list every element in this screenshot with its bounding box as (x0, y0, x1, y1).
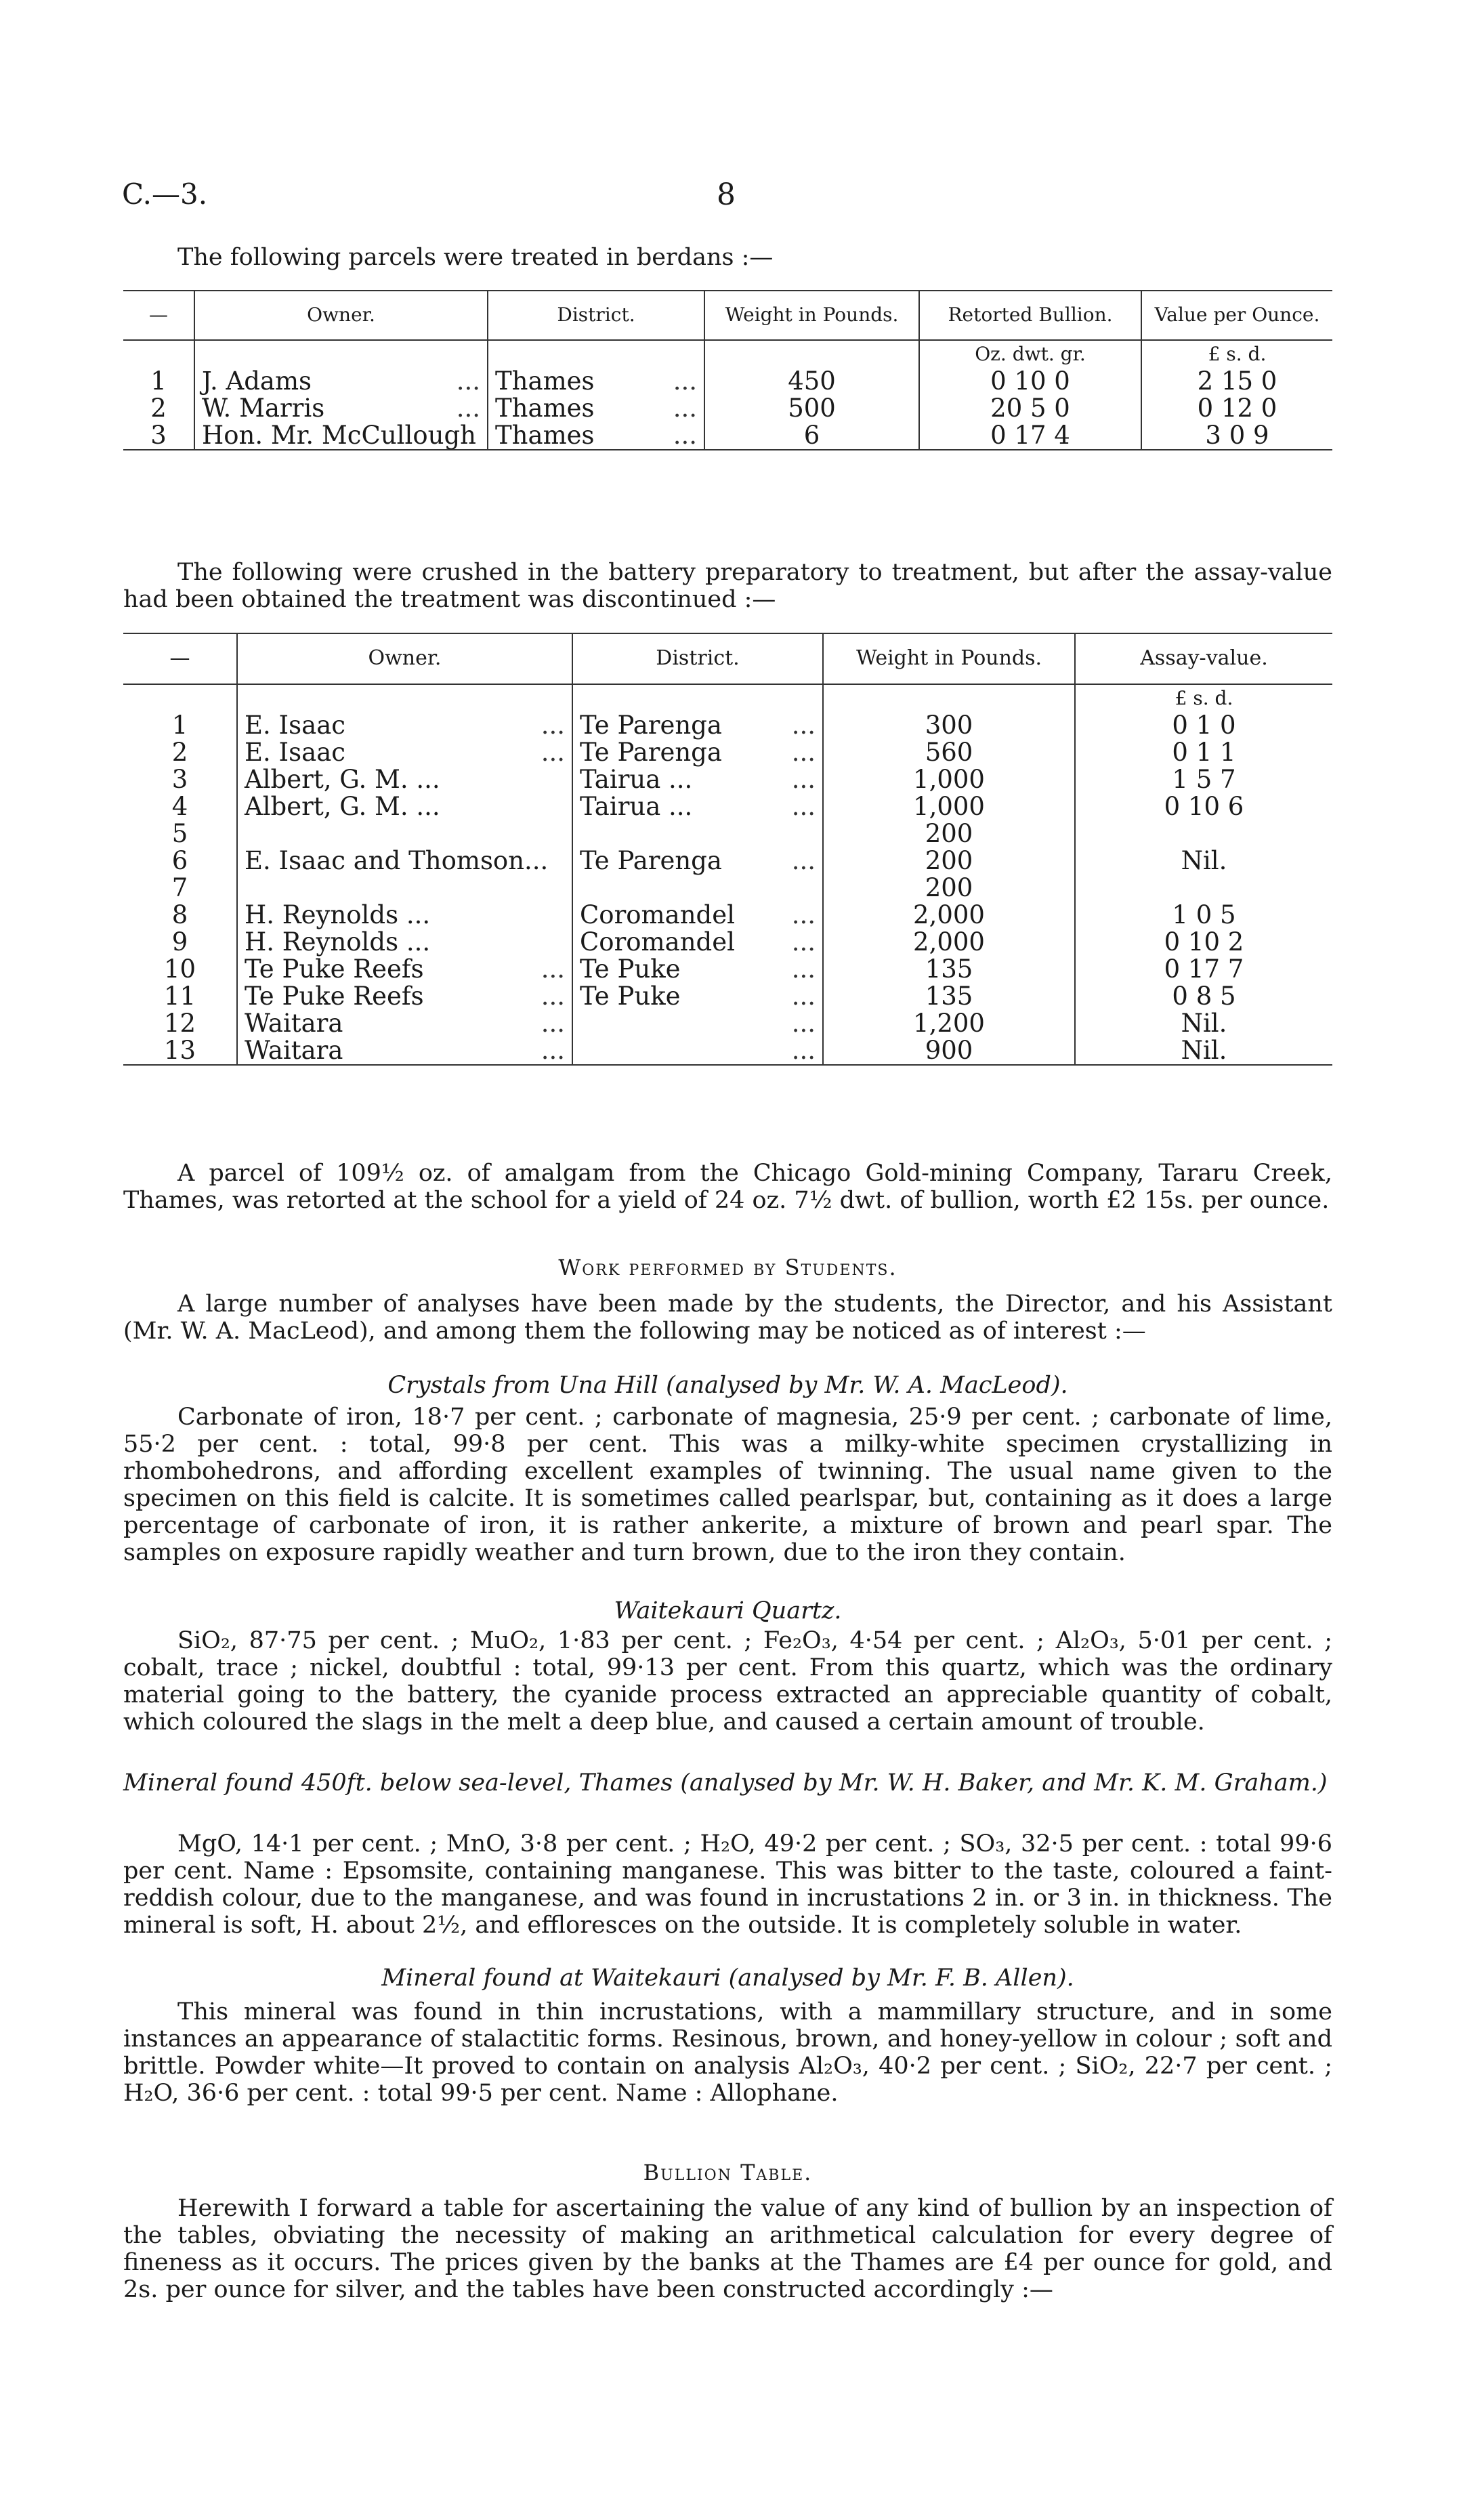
weight-cell: 300 (823, 712, 1075, 739)
assay-cell: Nil. (1075, 1010, 1332, 1037)
weight-cell: 200 (823, 847, 1075, 875)
assay-cell: 1 0 5 (1075, 902, 1332, 929)
owner-cell: Hon. Mr. McCullough (194, 422, 488, 450)
district-cell: Thames ... (488, 395, 704, 422)
owner-cell: J. Adams ... (194, 368, 488, 395)
row-number: 4 (171, 792, 188, 821)
weight-cell: 1,000 (823, 766, 1075, 793)
section-body: MgO, 14·1 per cent. ; MnO, 3·8 per cent. ; H₂O, 49·2 per cent. ; SO₃, 32·5 per cent. : total 99·6 per cent. Name : Epsomsite, containing manganese. This was bitter to the taste, coloured a faint-reddish colour, due to the manganese, and was found in incrustations 2 in. or 3 in. in thickness. The mineral is soft, H. about 2½, and effloresces on the outside. It is completely soluble in water. (123, 1830, 1332, 1939)
bullion-heading: Bullion Table. (643, 2160, 813, 2185)
column-header: Owner. (194, 291, 488, 340)
section-body: This mineral was found in thin incrustations, with a mammillary structure, and in some instances an appearance of stalactitic forms. Resinous, brown, and honey-yellow in colour ; soft and brittle. Powder white—It proved to contain on analysis Al₂O₃, 40·2 per cent. ; SiO₂, 22·7 per cent. ; H₂O, 36·6 per cent. : total 99·5 per cent. Name : Allophane. (123, 1998, 1332, 2107)
district-cell: Te Parenga ... (572, 739, 823, 766)
owner-cell (237, 820, 572, 847)
assay-cell: 0 10 2 (1075, 929, 1332, 956)
owner-cell: H. Reynolds ... (237, 902, 572, 929)
row-number: 1 (171, 711, 188, 740)
berdans-intro: The following parcels were treated in berdans :— (177, 244, 774, 271)
row-number: 7 (171, 873, 188, 902)
row-number: 10 (163, 954, 196, 984)
table-row (123, 847, 1332, 875)
table-row (123, 1037, 1332, 1065)
table-row (123, 793, 1332, 820)
students-intro: A large number of analyses have been made by the students, the Director, and his Assistant (Mr. W. A. MacLeod), and among them the following may be noticed as of interest :— (123, 1290, 1332, 1345)
weight-cell: 135 (823, 983, 1075, 1010)
unit-label: Oz. dwt. gr. (919, 340, 1141, 368)
berdans-table (123, 290, 1332, 450)
column-header: — (123, 633, 237, 684)
row-number: 8 (171, 900, 188, 929)
assay-cell: 0 8 5 (1075, 983, 1332, 1010)
row-number: 9 (171, 927, 188, 957)
district-cell: Coromandel ... (572, 929, 823, 956)
weight-cell: 1,000 (823, 793, 1075, 820)
assay-cell: 0 1 0 (1075, 712, 1332, 739)
district-cell: Te Parenga ... (572, 847, 823, 875)
owner-cell: E. Isaac ... (237, 712, 572, 739)
assay-table (123, 633, 1332, 1066)
table-row (123, 766, 1332, 793)
table-row: 1 J. Adams ... Thames ... 450 0 10 0 2 15 0 (123, 368, 1332, 395)
assay-cell: 0 10 6 (1075, 793, 1332, 820)
district-cell: Tairua ... ... (572, 793, 823, 820)
amalgam-paragraph: A parcel of 109½ oz. of amalgam from the Chicago Gold-mining Company, Tararu Creek, Thames, was retorted at the school for a yield of 24 oz. 7½ dwt. of bullion, worth £2 15s. per ounce. (123, 1160, 1332, 1214)
column-header: Weight in Pounds. (823, 633, 1075, 684)
page-number: 8 (717, 177, 736, 212)
owner-cell: Waitara ... (237, 1010, 572, 1037)
unit-label: £ s. d. (1141, 340, 1332, 368)
weight-cell: 135 (823, 956, 1075, 983)
district-cell: Te Parenga ... (572, 712, 823, 739)
table-row (123, 983, 1332, 1010)
column-header: Assay-value. (1075, 633, 1332, 684)
district-cell: Te Puke ... (572, 983, 823, 1010)
column-header: — (123, 291, 194, 340)
weight-cell: 560 (823, 739, 1075, 766)
owner-cell: Albert, G. M. ... (237, 766, 572, 793)
district-cell: Te Puke ... (572, 956, 823, 983)
assay-cell: 0 1 1 (1075, 739, 1332, 766)
owner-cell: Albert, G. M. ... (237, 793, 572, 820)
owner-cell: E. Isaac ... (237, 739, 572, 766)
owner-cell: Waitara ... (237, 1037, 572, 1065)
table-row: 2 W. Marris ... Thames ... 500 20 5 0 0 12 0 (123, 395, 1332, 422)
assay-cell: Nil. (1075, 1037, 1332, 1065)
owner-cell (237, 875, 572, 902)
owner-cell: Te Puke Reefs ... (237, 956, 572, 983)
weight-cell: 2,000 (823, 929, 1075, 956)
assay-cell (1075, 820, 1332, 847)
column-header: District. (488, 291, 704, 340)
column-header: District. (572, 633, 823, 684)
battery-intro: The following were crushed in the battery preparatory to treatment, but after the assay-value had been obtained the treatment was discontinued :— (123, 559, 1332, 613)
table-row (123, 902, 1332, 929)
district-cell: ... (572, 1037, 823, 1065)
section-body: SiO₂, 87·75 per cent. ; MuO₂, 1·83 per cent. ; Fe₂O₃, 4·54 per cent. ; Al₂O₃, 5·01 per cent. ; cobalt, trace ; nickel, doubtful : total, 99·13 per cent. From this quartz, which was the ordinary material going to the battery, the cyanide process extracted an appreciable quantity of cobalt, which coloured the slags in the melt a deep blue, and caused a certain amount of trouble. (123, 1627, 1332, 1736)
column-header: Retorted Bullion. (919, 291, 1141, 340)
assay-cell: 1 5 7 (1075, 766, 1332, 793)
district-cell (572, 820, 823, 847)
weight-cell: 2,000 (823, 902, 1075, 929)
district-cell: Tairua ... ... (572, 766, 823, 793)
owner-cell: E. Isaac and Thomson... (237, 847, 572, 875)
section-heading: Waitekauri Quartz. (614, 1597, 842, 1624)
owner-cell: H. Reynolds ... (237, 929, 572, 956)
row-number: 11 (163, 982, 196, 1011)
assay-cell: Nil. (1075, 847, 1332, 875)
district-cell: ... (572, 1010, 823, 1037)
assay-cell: 0 17 7 (1075, 956, 1332, 983)
table-row (123, 820, 1332, 847)
column-header: Value per Ounce. (1141, 291, 1332, 340)
row-number: 13 (123, 1037, 237, 1065)
section-heading: Mineral found 450ft. below sea-level, Thames (analysed by Mr. W. H. Baker, and Mr. K. M. Graham.) (123, 1769, 1328, 1797)
district-cell: Thames ... (488, 368, 704, 395)
owner-cell: Te Puke Reefs ... (237, 983, 572, 1010)
district-cell: Thames ... (488, 422, 704, 450)
weight-cell: 200 (823, 875, 1075, 902)
row-number: 6 (171, 846, 188, 875)
section-heading: Mineral found at Waitekauri (analysed by Mr. F. B. Allen). (381, 1965, 1074, 1992)
column-header: Weight in Pounds. (704, 291, 919, 340)
section-heading: Crystals from Una Hill (analysed by Mr. W. A. MacLeod). (387, 1372, 1068, 1399)
district-cell (572, 875, 823, 902)
row-number: 5 (171, 819, 188, 848)
table-row (123, 956, 1332, 983)
weight-cell: 1,200 (823, 1010, 1075, 1037)
owner-cell: W. Marris ... (194, 395, 488, 422)
weight-cell: 200 (823, 820, 1075, 847)
row-number: 12 (163, 1009, 196, 1038)
row-number: 3 (171, 765, 188, 794)
section-body: Carbonate of iron, 18·7 per cent. ; carbonate of magnesia, 25·9 per cent. ; carbonate of lime, 55·2 per cent. : total, 99·8 per cent. This was a milky-white specimen crystallizing in rhombohedrons, and affording excellent examples of twinning. The usual name given to the specimen on this field is calcite. It is sometimes called pearlspar, but, containing as it does a large percentage of carbonate of iron, it is rather ankerite, a mixture of brown and pearl spar. The samples on exposure rapidly weather and turn brown, due to the iron they contain. (123, 1404, 1332, 1566)
row-number: 2 (171, 738, 188, 767)
table-row (123, 739, 1332, 766)
table-row (123, 875, 1332, 902)
table-row (123, 1010, 1332, 1037)
table-row: 3 Hon. Mr. McCullough Thames ... 6 0 17 4 3 0 9 (123, 422, 1332, 450)
document-code: C.—3. (122, 177, 208, 211)
table-row (123, 712, 1332, 739)
bullion-body: Herewith I forward a table for ascertaining the value of any kind of bullion by an inspection of the tables, obviating the necessity of making an arithmetical calculation for every degree of fineness as it occurs. The prices given by the banks at the Thames are £4 per ounce for gold, and 2s. per ounce for silver, and the tables have been constructed accordingly :— (123, 2195, 1332, 2303)
students-heading: Work performed by Students. (558, 1255, 897, 1280)
unit-label: £ s. d. (1075, 684, 1332, 712)
weight-cell: 900 (823, 1037, 1075, 1065)
column-header: Owner. (237, 633, 572, 684)
district-cell: Coromandel ... (572, 902, 823, 929)
assay-cell (1075, 875, 1332, 902)
table-row (123, 929, 1332, 956)
